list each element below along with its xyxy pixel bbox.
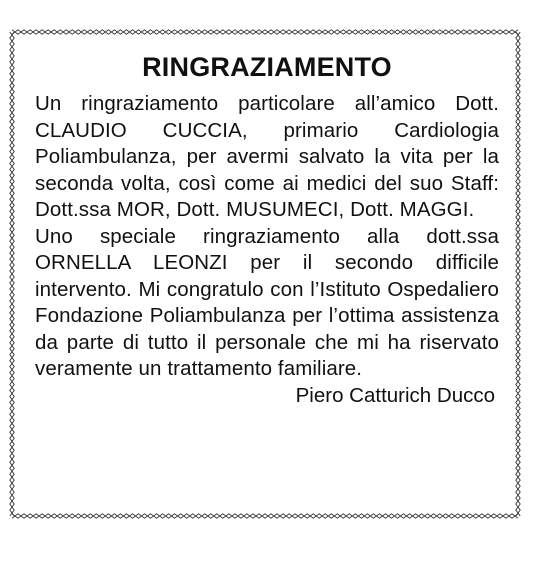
notice-signature: Piero Catturich Ducco xyxy=(295,383,495,407)
notice-title: RINGRAZIAMENTO xyxy=(142,52,392,82)
notice-content xyxy=(35,51,499,409)
notice-frame xyxy=(9,29,521,519)
notice-paragraph-2: Uno speciale ringraziamento alla dott.ssa ORNELLA LEONZI per il secondo difficile intervento. Mi congratulo con l’Istituto Ospedaliero Fondazione Poliambulanza per l’ottima assistenza da parte di tutto il personale che mi ha riservato veramente un trattamento familiare. xyxy=(35,224,499,380)
notice-paragraph-1: Un ringraziamento particolare all’amico Dott. CLAUDIO CUCCIA, primario Cardiologia Poliambulanza, per avermi salvato la vita per la seconda volta, così come ai medici del suo Staff: Dott.ssa MOR, Dott. MUSUMECI, Dott. MAGGI. xyxy=(35,92,499,221)
